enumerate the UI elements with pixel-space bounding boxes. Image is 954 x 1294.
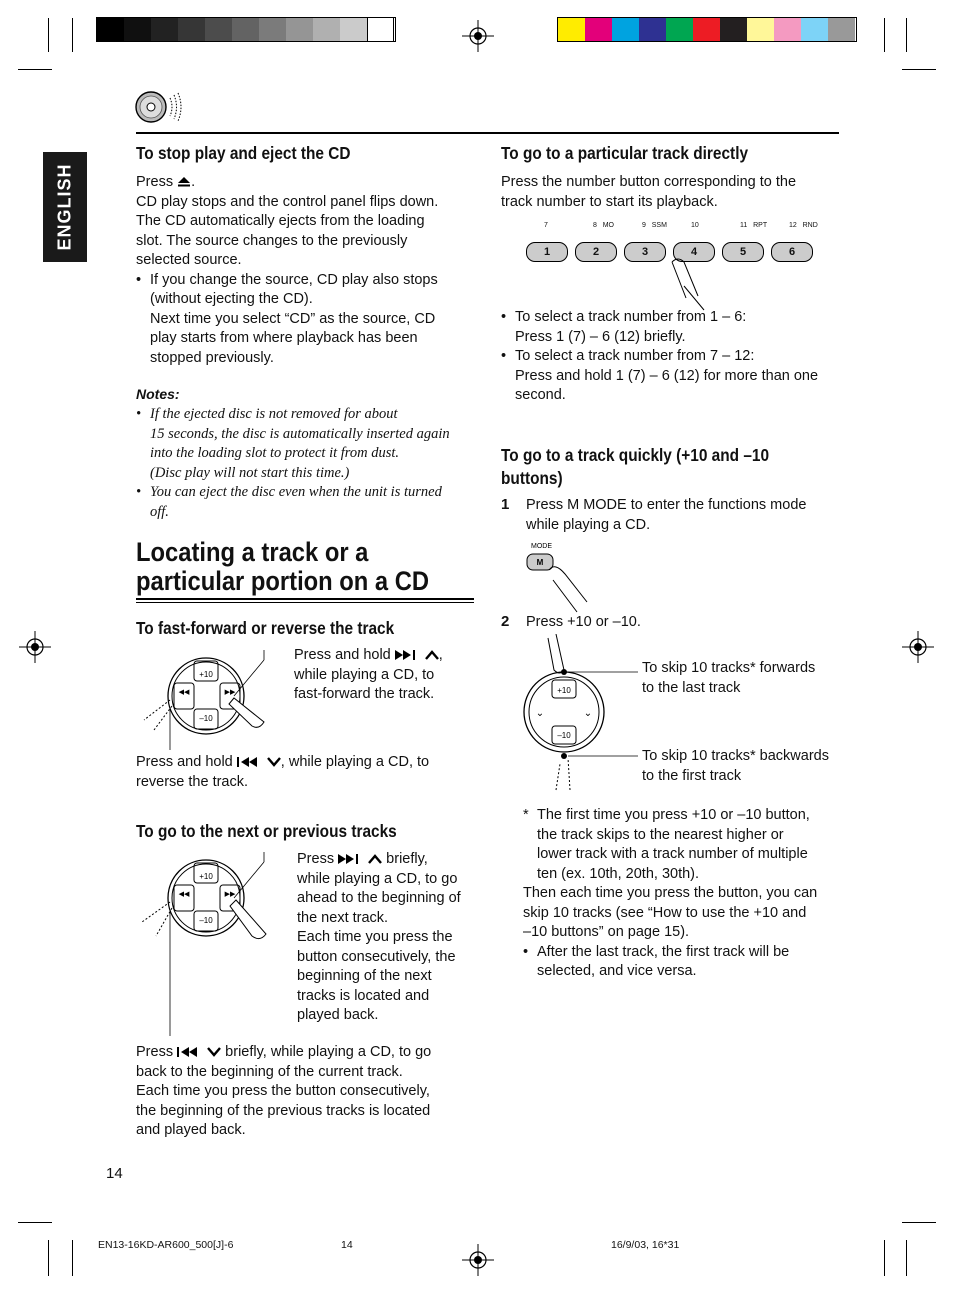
section-title-direct: To go to a particular track directly [501, 143, 749, 163]
key-secondary-label: 8 MO [593, 222, 615, 229]
crop-mark [48, 18, 49, 52]
footnote-star: * [523, 807, 529, 823]
plus-minus-dial-illustration [520, 634, 646, 794]
key-secondary-label: 12 RND [789, 222, 818, 229]
list-item: • You can eject the disc even when the unit is turned off. [136, 483, 481, 522]
number-key-2[interactable]: 2 [575, 242, 617, 262]
mode-label: MODE [531, 543, 552, 550]
next-track-icon [338, 854, 364, 864]
list-item: • If you change the source, CD play also stops (without ejecting the CD). Next time you select “CD” as the source, CD play starts from where playback has been stopped previously. [136, 271, 476, 369]
eject-icon [177, 176, 191, 188]
heading-rule [136, 602, 474, 603]
mode-button-illustration [525, 540, 595, 620]
section-title-quick: To go to a track quickly (+10 and –10 buttons) [501, 445, 770, 488]
finger-press-icon [664, 256, 724, 316]
step-2-text: Press +10 or –10. [526, 614, 641, 630]
key-secondary-label: 7 [544, 222, 548, 229]
stop-eject-text: Press . CD play stops and the control panel flips down. The CD automatically ejects from the loading slot. The source changes to the previously selected source. • If you change the source, CD play also stops (without ejecting the CD). Next time you select “CD” as the source, CD play starts from where playback has been stopped previously. [136, 173, 476, 368]
footer-page: 14 [341, 1239, 353, 1251]
registration-target-icon [462, 1244, 494, 1276]
number-key-6[interactable]: 6 [771, 242, 813, 262]
footer-file: EN13-16KD-AR600_500[J]-6 [98, 1239, 234, 1251]
skip-forward-label: To skip 10 tracks* forwards to the last track [642, 660, 816, 696]
bar-frame [557, 17, 857, 42]
ffwd-side-text: Press and hold , while playing a CD, to fast-forward the track. [294, 647, 443, 702]
number-keys [524, 222, 824, 312]
number-key-3[interactable]: 3 [624, 242, 666, 262]
header-rule [136, 132, 839, 134]
registration-target-icon [19, 631, 51, 663]
control-dial-illustration [134, 852, 296, 1042]
ffwd-below-text: Press and hold , while playing a CD, to reverse the track. [136, 754, 430, 790]
crop-mark [902, 1222, 936, 1223]
crop-mark [906, 1240, 907, 1276]
cd-disc-icon [134, 90, 188, 124]
key-secondary-label: 10 [691, 222, 699, 229]
chevron-up-icon [368, 854, 382, 864]
footnote-continue: Then each time you press the button, you can skip 10 tracks (see “How to use the +10 and –10 buttons” on page 15). • After the last track, the first track will be selected, and vice versa. [523, 884, 848, 982]
crop-mark [906, 18, 907, 52]
heading-rule [136, 598, 474, 600]
bar-frame [96, 17, 396, 42]
svg-text:◀◀: ◀◀ [178, 689, 190, 696]
svg-text:◀◀: ◀◀ [178, 891, 190, 898]
crop-mark [884, 18, 885, 52]
registration-target-icon [902, 631, 934, 663]
crop-mark [72, 18, 73, 52]
svg-text:▶▶: ▶▶ [224, 689, 236, 696]
step-number: 2 [501, 613, 510, 630]
next-track-icon [395, 650, 421, 660]
direct-text: Press the number button corresponding to the track number to start its playback. [501, 174, 797, 210]
crop-mark [884, 1240, 885, 1276]
section-title-stop-eject: To stop play and eject the CD [136, 143, 351, 163]
previous-track-icon [177, 1047, 203, 1057]
list-item: • To select a track number from 7 – 12: Press and hold 1 (7) – 6 (12) for more than one second. [501, 347, 846, 406]
language-tab [43, 152, 87, 262]
section-title-ffwd: To fast-forward or reverse the track [136, 618, 395, 638]
number-key-5[interactable]: 5 [722, 242, 764, 262]
step-number: 1 [501, 496, 510, 513]
prev-below-text: Press briefly, while playing a CD, to go back to the beginning of the current track. Each time you press the button consecutively, the beginning of the previous tracks is located and played back. [136, 1044, 432, 1138]
svg-text:–10: –10 [557, 731, 571, 740]
notes-list [136, 405, 481, 522]
chevron-down-icon [207, 1047, 221, 1057]
notes-title: Notes: [136, 386, 180, 402]
page-number: 14 [106, 1165, 123, 1182]
svg-text:+10: +10 [199, 670, 213, 679]
next-side-text: Press briefly, while playing a CD, to go ahead to the beginning of the next track. Each time you press the button consecutively, the beginning of the next tracks is located and played back. [297, 851, 461, 1023]
list-item: • To select a track number from 1 – 6: Press 1 (7) – 6 (12) briefly. [501, 308, 846, 347]
registration-target-icon [462, 20, 494, 52]
chevron-up-icon [425, 650, 439, 660]
key-secondary-label: 11 RPT [740, 222, 768, 229]
key-secondary-label: 9 SSM [642, 222, 667, 229]
section-title-next-prev: To go to the next or previous tracks [136, 821, 397, 841]
svg-text:–10: –10 [199, 916, 213, 925]
svg-text:M: M [536, 558, 544, 567]
crop-mark [48, 1240, 49, 1276]
crop-mark [902, 69, 936, 70]
control-dial-illustration [134, 650, 294, 750]
svg-text:–10: –10 [199, 714, 213, 723]
list-item: • If the ejected disc is not removed for about 15 seconds, the disc is automatically inserted again into the loading slot to protect it from dust. (Disc play will not start this time.) [136, 405, 481, 483]
direct-bullets [501, 308, 846, 406]
skip-backward-label: To skip 10 tracks* backwards to the first track [642, 748, 829, 784]
crop-mark [18, 1222, 52, 1223]
crop-mark [72, 1240, 73, 1276]
svg-text:⌄: ⌄ [535, 708, 545, 719]
svg-text:▶▶: ▶▶ [224, 891, 236, 898]
svg-text:⌄: ⌄ [583, 708, 593, 719]
crop-mark [18, 69, 52, 70]
main-heading: Locating a track or a particular portion on a CD [136, 537, 430, 596]
svg-text:+10: +10 [557, 686, 571, 695]
chevron-down-icon [267, 757, 281, 767]
footnote-text: The first time you press +10 or –10 button, the track skips to the nearest higher or lower track with a track number of multiple ten (ex. 10th, 20th, 30th). [537, 807, 810, 882]
previous-track-icon [237, 757, 263, 767]
step-1-text: Press M MODE to enter the functions mode while playing a CD. [526, 497, 807, 533]
list-item: • After the last track, the first track will be selected, and vice versa. [523, 943, 848, 982]
number-key-4[interactable]: 4 [673, 242, 715, 262]
language-tab-label: ENGLISH [54, 163, 75, 251]
footer-date: 16/9/03, 16*31 [611, 1239, 680, 1251]
number-key-1[interactable]: 1 [526, 242, 568, 262]
svg-text:+10: +10 [199, 872, 213, 881]
